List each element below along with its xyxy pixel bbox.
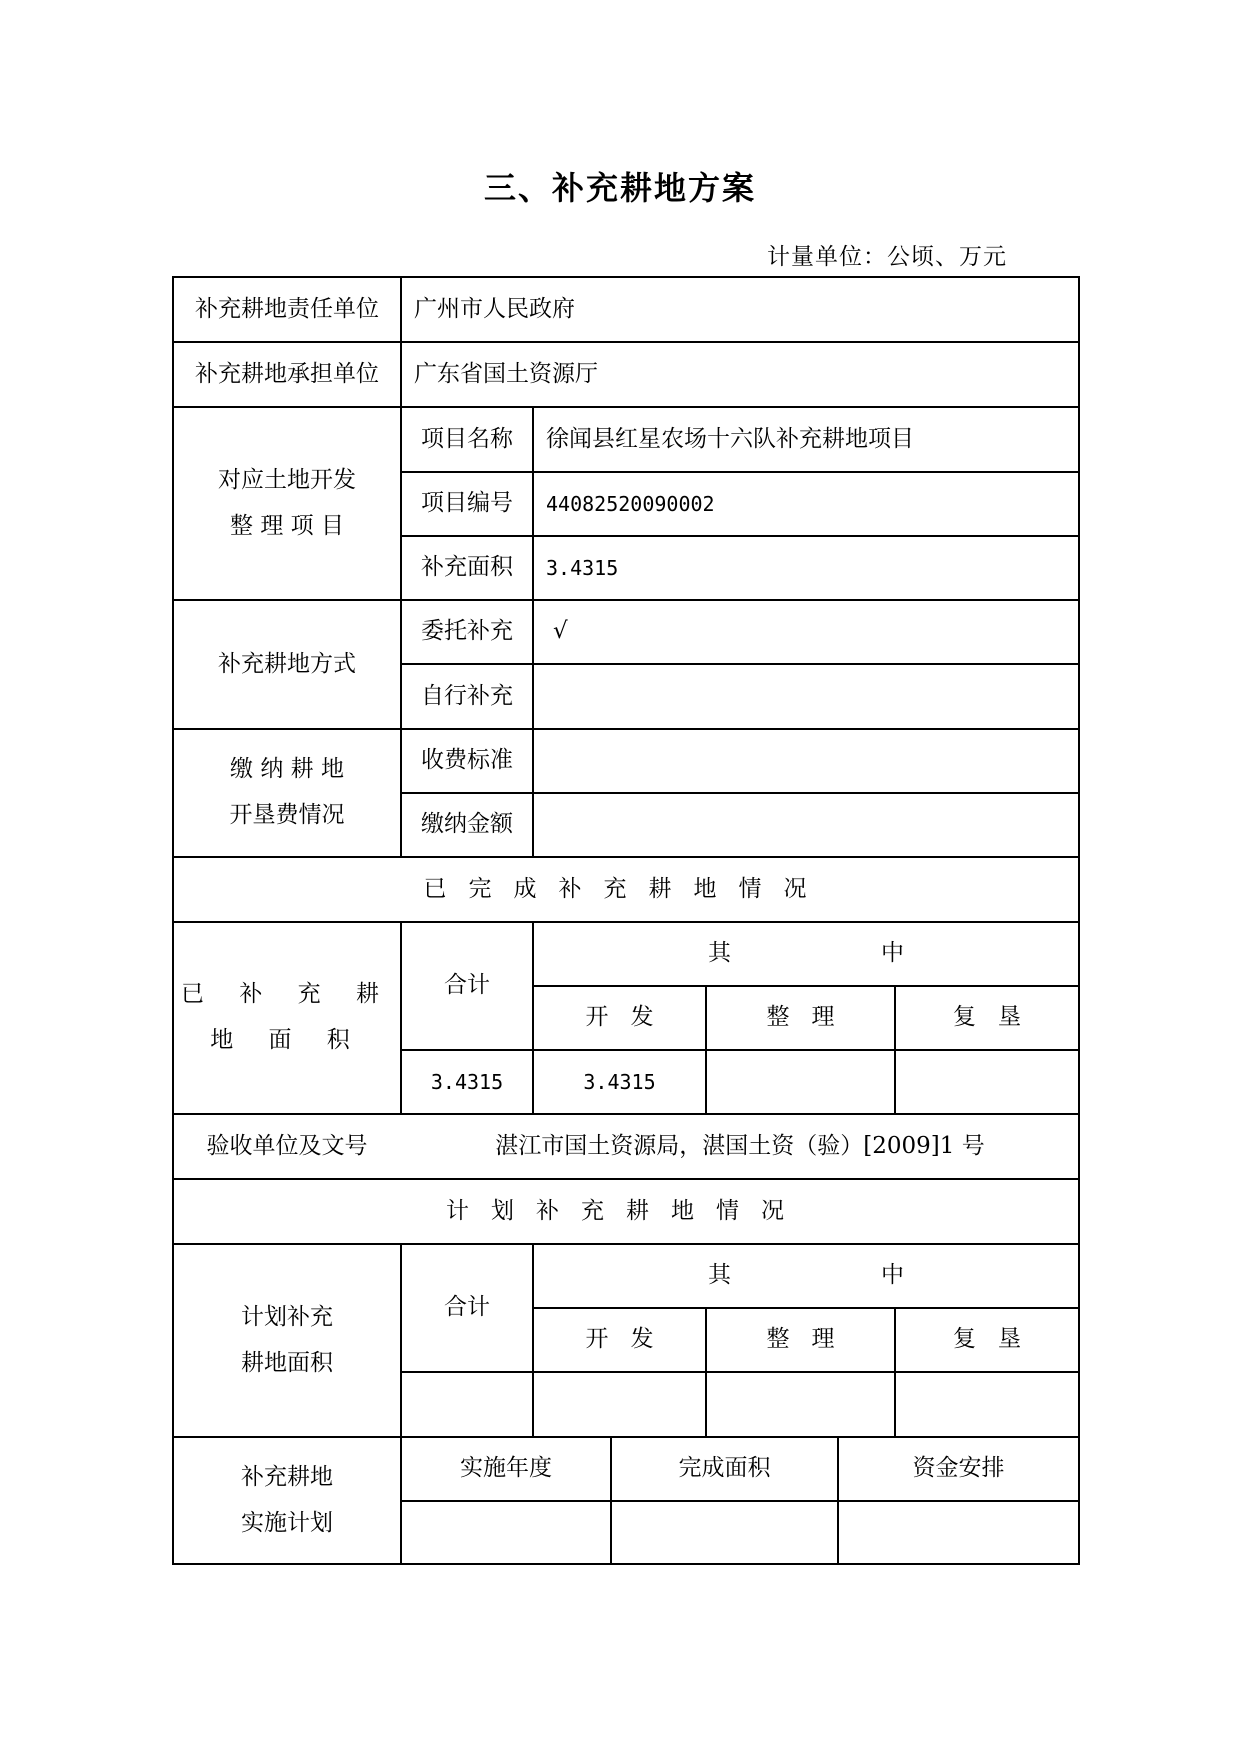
completed-area-label-line1: 已 补 充 耕 bbox=[181, 981, 393, 1008]
self-supplement-label: 自行补充 bbox=[421, 682, 513, 709]
project-name-value: 徐闻县红星农场十六队补充耕地项目 bbox=[546, 425, 914, 452]
completed-section-title: 已完成补充耕地情况 bbox=[423, 875, 829, 902]
project-area-value: 3.4315 bbox=[546, 556, 619, 580]
responsible-unit-value: 广州市人民政府 bbox=[414, 295, 575, 322]
completed-total-label: 合计 bbox=[444, 972, 490, 999]
self-supplement-value bbox=[533, 664, 1079, 729]
fee-label-line1: 缴 纳 耕 地 bbox=[230, 756, 344, 783]
fee-standard-value bbox=[533, 729, 1079, 793]
entrust-label: 委托补充 bbox=[421, 618, 513, 645]
implementation-year-value bbox=[401, 1501, 611, 1564]
completed-area-label-line2: 地 面 积 bbox=[210, 1027, 364, 1053]
implementation-label-line1: 补充耕地 bbox=[241, 1463, 333, 1490]
planned-arrange-label: 整理 bbox=[766, 1326, 857, 1353]
fee-amount-label: 缴纳金额 bbox=[421, 811, 513, 838]
acceptance-value: 湛江市国土资源局，湛国土资（验）[2009]1 号 bbox=[495, 1132, 985, 1159]
planned-develop-label: 开发 bbox=[585, 1326, 676, 1353]
project-code-label: 项目编号 bbox=[421, 490, 513, 517]
page-title: 三、补充耕地方案 bbox=[483, 169, 756, 207]
implementation-area-value bbox=[611, 1501, 838, 1564]
responsible-unit-label: 补充耕地责任单位 bbox=[195, 295, 379, 322]
planned-total-label: 合计 bbox=[444, 1294, 490, 1321]
project-area-label: 补充面积 bbox=[421, 554, 513, 581]
completed-reclaim-value bbox=[895, 1050, 1079, 1114]
completed-arrange-label: 整理 bbox=[766, 1004, 857, 1031]
completed-develop-value: 3.4315 bbox=[583, 1070, 656, 1094]
fee-amount-value bbox=[533, 793, 1079, 857]
completed-total-value: 3.4315 bbox=[430, 1070, 504, 1094]
completed-arrange-value bbox=[706, 1050, 895, 1114]
planned-area-label-line1: 计划补充 bbox=[241, 1303, 333, 1330]
completed-area-label bbox=[173, 922, 401, 1114]
fee-standard-label: 收费标准 bbox=[421, 747, 513, 774]
implementation-label-line2: 实施计划 bbox=[241, 1509, 333, 1536]
project-label bbox=[173, 407, 401, 600]
project-label-line2: 整 理 项 目 bbox=[230, 512, 344, 539]
undertaking-unit-value: 广东省国土资源厅 bbox=[414, 360, 598, 387]
implementation-label bbox=[173, 1437, 401, 1564]
planned-among-label: 其中 bbox=[708, 1262, 1054, 1289]
entrust-checkmark: √ bbox=[553, 618, 568, 645]
implementation-year-label: 实施年度 bbox=[460, 1455, 552, 1482]
planned-area-label-line2: 耕地面积 bbox=[241, 1349, 333, 1376]
implementation-fund-label: 资金安排 bbox=[912, 1455, 1005, 1482]
planned-reclaim-label: 复垦 bbox=[953, 1326, 1043, 1353]
method-label: 补充耕地方式 bbox=[218, 650, 356, 677]
acceptance-label: 验收单位及文号 bbox=[206, 1132, 368, 1159]
project-label-line1: 对应土地开发 bbox=[218, 466, 356, 493]
planned-area-label bbox=[173, 1244, 401, 1437]
completed-reclaim-label: 复垦 bbox=[953, 1004, 1043, 1031]
planned-develop-value bbox=[533, 1372, 706, 1437]
undertaking-unit-label: 补充耕地承担单位 bbox=[195, 360, 379, 387]
measurement-unit: 计量单位：公顷、万元 bbox=[767, 244, 1007, 270]
planned-section-title: 计划补充耕地情况 bbox=[446, 1197, 806, 1224]
completed-develop-label: 开发 bbox=[585, 1004, 676, 1031]
planned-reclaim-value bbox=[895, 1372, 1079, 1437]
implementation-area-label: 完成面积 bbox=[678, 1455, 771, 1482]
project-name-label: 项目名称 bbox=[421, 425, 513, 452]
fee-label-line2: 开垦费情况 bbox=[229, 802, 345, 828]
project-code-value: 44082520090002 bbox=[546, 492, 715, 516]
completed-among-label: 其中 bbox=[708, 940, 1054, 967]
implementation-fund-value bbox=[838, 1501, 1079, 1564]
planned-arrange-value bbox=[706, 1372, 895, 1437]
planned-total-value bbox=[401, 1372, 533, 1437]
fee-label bbox=[173, 729, 401, 857]
